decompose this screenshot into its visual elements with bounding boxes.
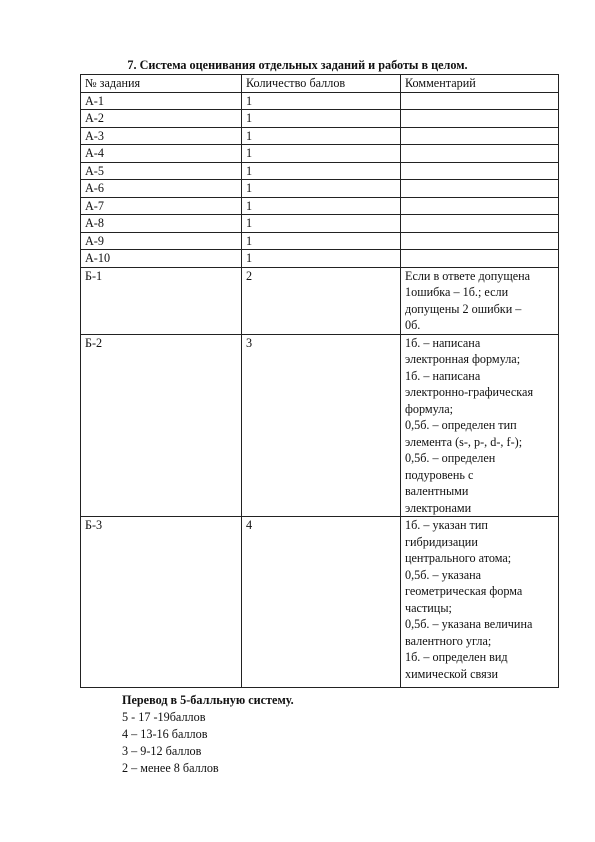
comment-line: 0,5б. – указана величина [405,617,533,631]
points-cell: 1 [242,232,401,250]
comment-cell [401,110,559,128]
comment-cell [401,334,559,517]
points-cell: 1 [242,162,401,180]
comment-line: 0,5б. – указана [405,567,482,582]
table-row [81,162,559,180]
table-row [81,92,559,110]
grade-conversion [122,692,294,777]
points-cell: 1 [242,197,401,215]
task-number-cell: Б-2 [81,334,242,517]
points-cell: 2 [242,267,401,334]
table-row [81,250,559,268]
comment-cell [401,180,559,198]
points-cell: 1 [242,127,401,145]
points-cell: 1 [242,215,401,233]
page-title: 7. Система оценивания отдельных заданий и работы в целом. [127,58,468,72]
table-row [81,232,559,250]
comment-cell [401,232,559,250]
header-comment: Комментарий [401,75,559,93]
comment-cell [401,127,559,145]
table-header-row [81,75,559,93]
points-cell: 3 [242,334,401,517]
comment-line: частицы; [405,600,452,615]
comment-line: подуровень с [405,467,474,482]
comment-cell [401,250,559,268]
task-number-cell: Б-3 [81,517,242,688]
comment-line: химической связи [405,666,499,681]
task-number-cell: А-4 [81,145,242,163]
task-number-cell: А-7 [81,197,242,215]
grade-conversion-item: 5 - 17 -19баллов [122,710,206,724]
comment-line: валентными [405,484,469,498]
points-cell: 1 [242,250,401,268]
comment-line: элемента (s-, p-, d-, f-); [405,434,523,449]
comment-cell [401,517,559,688]
table-body [81,92,559,688]
points-cell: 1 [242,180,401,198]
task-number-cell: А-9 [81,232,242,250]
table-row [81,215,559,233]
comment-line: формула; [405,401,454,416]
comment-line: 1б. – написана [405,335,481,350]
table-row [81,517,559,688]
comment-cell [401,92,559,110]
comment-line: геометрическая форма [405,584,523,598]
comment-line: допущены 2 ошибки – [405,301,522,316]
comment-line: 1б. – написана [405,368,481,383]
comment-line: гибридизации [405,534,478,549]
comment-line: 1ошибка – 1б.; если [405,285,509,299]
header-task-number: № задания [81,75,242,93]
grade-conversion-title: Перевод в 5-балльную систему. [122,693,294,707]
points-cell: 4 [242,517,401,688]
comment-line: электронно-графическая [405,385,534,399]
comment-line: электронная формула; [405,352,521,366]
task-number-cell: А-3 [81,127,242,145]
points-cell: 1 [242,110,401,128]
grade-conversion-item: 3 – 9-12 баллов [122,744,202,758]
grading-table [80,74,559,688]
comment-cell [401,197,559,215]
comment-line: 0,5б. – определен тип [405,418,517,432]
comment-cell [401,267,559,334]
table-row [81,197,559,215]
task-number-cell: А-2 [81,110,242,128]
task-number-cell: А-10 [81,250,242,268]
table-row [81,127,559,145]
comment-line: 0б. [405,318,421,332]
comment-line: 1б. – определен вид [405,650,508,664]
grade-conversion-item: 4 – 13-16 баллов [122,727,208,741]
comment-cell [401,145,559,163]
table-row [81,110,559,128]
points-cell: 1 [242,92,401,110]
task-number-cell: А-1 [81,92,242,110]
comment-cell [401,215,559,233]
task-number-cell: А-8 [81,215,242,233]
grade-conversion-list [122,709,294,777]
comment-cell [401,162,559,180]
comment-line: Если в ответе допущена [405,268,531,283]
comment-line: 1б. – указан тип [405,518,488,532]
comment-line: центрального атома; [405,551,512,565]
points-cell: 1 [242,145,401,163]
table-row [81,267,559,334]
table-row [81,334,559,517]
grade-conversion-item: 2 – менее 8 баллов [122,761,219,775]
task-number-cell: А-5 [81,162,242,180]
task-number-cell: Б-1 [81,267,242,334]
comment-line: валентного угла; [405,633,492,648]
table-row [81,145,559,163]
table-row [81,180,559,198]
comment-line: 0,5б. – определен [405,451,496,465]
header-points: Количество баллов [242,75,401,93]
comment-line: электронами [405,500,472,515]
task-number-cell: А-6 [81,180,242,198]
